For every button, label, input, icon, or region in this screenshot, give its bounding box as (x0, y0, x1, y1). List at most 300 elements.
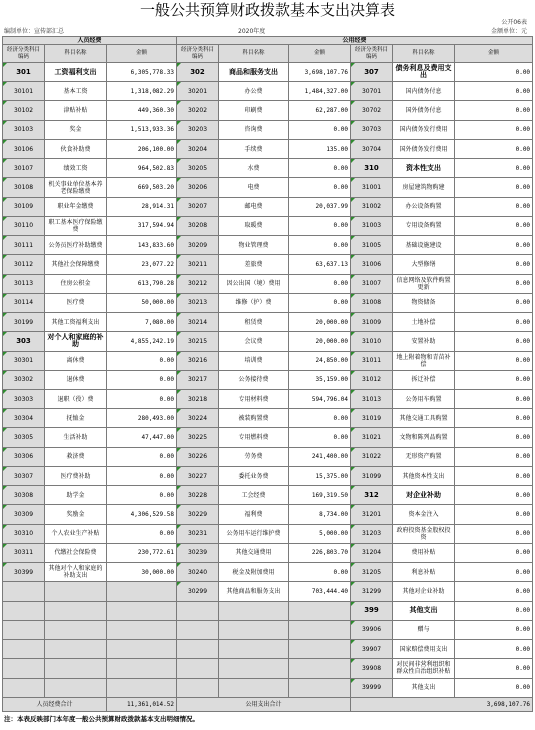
name-cell: 办公设备购置 (393, 197, 455, 216)
name-cell: 物业管理费 (219, 236, 289, 255)
name-cell (219, 640, 289, 659)
amount-cell: 0.00 (107, 370, 177, 389)
code-cell: 30702 (351, 101, 393, 120)
code-cell: 30299 (177, 582, 219, 601)
amount-cell: 0.00 (289, 274, 351, 293)
amount-cell: 0.00 (455, 351, 533, 370)
amount-cell (107, 582, 177, 601)
name-cell: 职业年金缴费 (45, 197, 107, 216)
code-cell: 30225 (177, 428, 219, 447)
code-cell: 30310 (3, 524, 45, 543)
code-cell (3, 620, 45, 639)
code-cell: 30309 (3, 505, 45, 524)
code-cell: 30202 (177, 101, 219, 120)
code-cell: 31001 (351, 178, 393, 197)
name-cell: 费用补贴 (393, 543, 455, 562)
name-cell: 土地补偿 (393, 313, 455, 332)
name-cell: 机关事业单位基本养老保险缴费 (45, 178, 107, 197)
code-cell: 30213 (177, 293, 219, 312)
code-cell: 31002 (351, 197, 393, 216)
name-cell: 赠与 (393, 620, 455, 639)
amount-cell: 206,100.00 (107, 139, 177, 158)
code-cell: 30226 (177, 447, 219, 466)
table-row (3, 82, 533, 101)
name-cell: 离休费 (45, 351, 107, 370)
code-cell: 31009 (351, 313, 393, 332)
code-cell (3, 659, 45, 678)
name-cell (219, 620, 289, 639)
table-row (3, 370, 533, 389)
code-cell: 312 (351, 486, 393, 505)
table-row (3, 255, 533, 274)
table-row (3, 293, 533, 312)
code-cell: 30306 (3, 447, 45, 466)
amount-cell: 613,790.28 (107, 274, 177, 293)
code-cell: 30203 (177, 120, 219, 139)
code-cell: 30231 (177, 524, 219, 543)
code-cell: 30239 (177, 543, 219, 562)
table-row (3, 620, 533, 639)
name-cell: 国外债务付息 (393, 101, 455, 120)
table-row (3, 63, 533, 82)
name-cell: 医疗费补助 (45, 466, 107, 485)
code-cell: 30209 (177, 236, 219, 255)
table-row (3, 332, 533, 351)
code-cell: 30102 (3, 101, 45, 120)
name-cell: 工资福利支出 (45, 63, 107, 82)
table-row (3, 274, 533, 293)
code-cell: 30212 (177, 274, 219, 293)
amount-cell: 226,803.70 (289, 543, 351, 562)
name-cell: 医疗费 (45, 293, 107, 312)
code-cell: 30228 (177, 486, 219, 505)
code-cell: 39907 (351, 640, 393, 659)
name-cell: 培训费 (219, 351, 289, 370)
code-cell: 30399 (3, 563, 45, 582)
name-cell: 国内债务发行费用 (393, 120, 455, 139)
col-header-name: 科目名称 (45, 45, 107, 63)
amount-cell: 594,796.04 (289, 389, 351, 408)
name-cell: 利息补贴 (393, 563, 455, 582)
name-cell: 工会经费 (219, 486, 289, 505)
amount-cell: 0.00 (455, 274, 533, 293)
code-cell (177, 620, 219, 639)
amount-cell: 0.00 (455, 524, 533, 543)
amount-cell: 0.00 (455, 447, 533, 466)
code-cell (3, 640, 45, 659)
amount-cell (289, 678, 351, 698)
amount-cell (107, 601, 177, 620)
amount-cell: 0.00 (455, 178, 533, 197)
code-cell: 31008 (351, 293, 393, 312)
name-cell: 劳务费 (219, 447, 289, 466)
name-cell: 其他对个人和家庭的补助支出 (45, 563, 107, 582)
code-cell: 31201 (351, 505, 393, 524)
code-cell: 30229 (177, 505, 219, 524)
amount-cell: 30,000.00 (107, 563, 177, 582)
name-cell: 委托业务费 (219, 466, 289, 485)
name-cell: 其他支出 (393, 601, 455, 620)
name-cell: 职工基本医疗保险缴费 (45, 216, 107, 235)
name-cell (45, 640, 107, 659)
code-cell: 31204 (351, 543, 393, 562)
code-cell: 31003 (351, 216, 393, 235)
name-cell: 对民间非营利组织和群众性自治组织补贴 (393, 659, 455, 678)
amount-cell: 0.00 (289, 216, 351, 235)
code-cell: 31010 (351, 332, 393, 351)
amount-cell: 0.00 (107, 447, 177, 466)
code-cell: 30207 (177, 197, 219, 216)
amount-cell: 0.00 (455, 82, 533, 101)
code-cell: 31022 (351, 447, 393, 466)
amount-cell: 0.00 (455, 139, 533, 158)
name-cell: 被装购置费 (219, 409, 289, 428)
amount-cell: 23,077.22 (107, 255, 177, 274)
amount-cell: 5,000.00 (289, 524, 351, 543)
name-cell: 退职（役）费 (45, 389, 107, 408)
amount-cell: 0.00 (107, 351, 177, 370)
table-row (3, 601, 533, 620)
code-cell: 399 (351, 601, 393, 620)
amount-cell: 35,159.00 (289, 370, 351, 389)
name-cell (45, 620, 107, 639)
amount-cell: 63,637.13 (289, 255, 351, 274)
name-cell: 文物和陈列品购置 (393, 428, 455, 447)
code-cell: 30303 (3, 389, 45, 408)
amount-cell: 7,080.00 (107, 313, 177, 332)
name-cell: 伙食补助费 (45, 139, 107, 158)
amount-cell: 1,513,933.36 (107, 120, 177, 139)
col-header-code: 经济分类科目编码 (177, 45, 219, 63)
table-row (3, 524, 533, 543)
name-cell: 其他社会保障缴费 (45, 255, 107, 274)
name-cell: 地上附着物和青苗补偿 (393, 351, 455, 370)
code-cell: 30112 (3, 255, 45, 274)
table-row (3, 678, 533, 698)
name-cell: 福利费 (219, 505, 289, 524)
amount-cell: 0.00 (455, 293, 533, 312)
name-cell: 邮电费 (219, 197, 289, 216)
code-cell: 31203 (351, 524, 393, 543)
code-cell: 31011 (351, 351, 393, 370)
name-cell: 大型修缮 (393, 255, 455, 274)
code-cell: 30227 (177, 466, 219, 485)
public-total-label: 公用支出合计 (177, 698, 351, 712)
amount-cell: 0.00 (455, 159, 533, 178)
table-row (3, 582, 533, 601)
amount-cell (107, 640, 177, 659)
name-cell: 公务用车购置 (393, 389, 455, 408)
name-cell: 咨询费 (219, 120, 289, 139)
amount-cell: 0.00 (455, 640, 533, 659)
name-cell: 维修（护）费 (219, 293, 289, 312)
code-cell: 31007 (351, 274, 393, 293)
name-cell: 国内债务付息 (393, 82, 455, 101)
amount-cell: 1,318,082.29 (107, 82, 177, 101)
public-total-value: 3,698,107.76 (351, 698, 533, 712)
name-cell: 拆迁补偿 (393, 370, 455, 389)
code-cell: 31299 (351, 582, 393, 601)
col-header-amount: 金额 (289, 45, 351, 63)
name-cell (219, 601, 289, 620)
name-cell: 公务接待费 (219, 370, 289, 389)
amount-cell: 0.00 (455, 120, 533, 139)
code-cell: 30302 (3, 370, 45, 389)
code-cell: 30110 (3, 216, 45, 235)
col-header-name: 科目名称 (219, 45, 289, 63)
name-cell: 奖金 (45, 120, 107, 139)
code-cell: 30240 (177, 563, 219, 582)
name-cell (45, 601, 107, 620)
code-cell: 30113 (3, 274, 45, 293)
name-cell: 救济费 (45, 447, 107, 466)
table-note: 注：本表反映部门本年度一般公共预算财政拨款基本支出明细情况。 (4, 715, 199, 723)
code-cell: 30201 (177, 82, 219, 101)
amount-cell: 0.00 (455, 466, 533, 485)
amount-cell: 3,698,107.76 (289, 63, 351, 82)
code-cell: 30703 (351, 120, 393, 139)
code-cell: 30111 (3, 236, 45, 255)
table-row (3, 505, 533, 524)
code-cell: 30301 (3, 351, 45, 370)
name-cell: 其他交通工具购置 (393, 409, 455, 428)
amount-cell: 28,914.31 (107, 197, 177, 216)
code-cell: 30704 (351, 139, 393, 158)
table-row (3, 409, 533, 428)
amount-cell: 0.00 (107, 466, 177, 485)
code-cell: 30218 (177, 389, 219, 408)
amount-cell: 135.00 (289, 139, 351, 158)
code-cell: 30114 (3, 293, 45, 312)
name-cell: 基本工资 (45, 82, 107, 101)
name-cell: 生活补助 (45, 428, 107, 447)
amount-cell: 0.00 (289, 428, 351, 447)
amount-cell: 0.00 (455, 197, 533, 216)
code-cell (177, 659, 219, 678)
amount-cell: 703,444.40 (289, 582, 351, 601)
amount-cell: 169,319.50 (289, 486, 351, 505)
name-cell: 债务利息及费用支出 (393, 63, 455, 82)
table-row (3, 389, 533, 408)
code-cell: 30701 (351, 82, 393, 101)
code-cell: 30224 (177, 409, 219, 428)
code-cell: 30205 (177, 159, 219, 178)
table-row (3, 351, 533, 370)
amount-cell: 0.00 (455, 389, 533, 408)
amount-cell: 20,000.00 (289, 313, 351, 332)
amount-cell (289, 620, 351, 639)
table-row (3, 659, 533, 678)
code-cell: 31021 (351, 428, 393, 447)
name-cell: 代缴社会保险费 (45, 543, 107, 562)
table-row (3, 139, 533, 158)
name-cell: 国家赔偿费用支出 (393, 640, 455, 659)
code-cell: 30307 (3, 466, 45, 485)
personnel-total-label: 人员经费合计 (3, 698, 107, 712)
amount-cell: 0.00 (289, 409, 351, 428)
name-cell: 信息网络及软件购置更新 (393, 274, 455, 293)
amount-cell (289, 601, 351, 620)
code-cell: 307 (351, 63, 393, 82)
name-cell: 会议费 (219, 332, 289, 351)
amount-cell: 0.00 (455, 486, 533, 505)
report-title: 一般公共预算财政拨款基本支出决算表 (139, 1, 395, 19)
amount-cell: 0.00 (107, 524, 177, 543)
table-row (3, 640, 533, 659)
name-cell: 其他交通费用 (219, 543, 289, 562)
amount-cell (107, 620, 177, 639)
table-row (3, 543, 533, 562)
code-cell (3, 582, 45, 601)
name-cell: 印刷费 (219, 101, 289, 120)
name-cell: 其他商品和服务支出 (219, 582, 289, 601)
amount-cell (107, 659, 177, 678)
name-cell: 绩效工资 (45, 159, 107, 178)
code-cell: 30311 (3, 543, 45, 562)
amount-cell: 280,493.00 (107, 409, 177, 428)
amount-cell: 0.00 (107, 486, 177, 505)
amount-cell: 24,850.00 (289, 351, 351, 370)
name-cell (219, 678, 289, 698)
name-cell: 无形资产购置 (393, 447, 455, 466)
column-header-row (3, 45, 533, 63)
name-cell: 国外债务发行费用 (393, 139, 455, 158)
amount-cell: 0.00 (455, 563, 533, 582)
code-cell: 31205 (351, 563, 393, 582)
code-cell: 30215 (177, 332, 219, 351)
amount-cell: 0.00 (455, 543, 533, 562)
table-row (3, 159, 533, 178)
amount-cell: 0.00 (455, 505, 533, 524)
code-cell: 31013 (351, 389, 393, 408)
name-cell: 其他对企业补助 (393, 582, 455, 601)
table-row (3, 466, 533, 485)
name-cell: 因公出国（境）费用 (219, 274, 289, 293)
code-cell: 39908 (351, 659, 393, 678)
table-row (3, 313, 533, 332)
amount-cell: 0.00 (455, 255, 533, 274)
code-cell: 30204 (177, 139, 219, 158)
amount-cell: 0.00 (455, 313, 533, 332)
name-cell: 其他工资福利支出 (45, 313, 107, 332)
name-cell: 其他支出 (393, 678, 455, 698)
table-row (3, 486, 533, 505)
code-cell: 30206 (177, 178, 219, 197)
amount-cell: 669,503.20 (107, 178, 177, 197)
code-cell: 30101 (3, 82, 45, 101)
amount-cell: 0.00 (289, 563, 351, 582)
name-cell: 住房公积金 (45, 274, 107, 293)
amount-cell: 47,447.00 (107, 428, 177, 447)
name-cell: 差旅费 (219, 255, 289, 274)
code-cell: 39999 (351, 678, 393, 698)
code-cell: 30107 (3, 159, 45, 178)
amount-cell: 0.00 (455, 216, 533, 235)
name-cell: 公务用车运行维护费 (219, 524, 289, 543)
name-cell: 抚恤金 (45, 409, 107, 428)
table-row (3, 236, 533, 255)
name-cell: 资本性支出 (393, 159, 455, 178)
amount-cell: 0.00 (289, 159, 351, 178)
name-cell: 租赁费 (219, 313, 289, 332)
name-cell: 退休费 (45, 370, 107, 389)
code-cell: 31019 (351, 409, 393, 428)
code-cell: 30106 (3, 139, 45, 158)
form-id: 公开06表 (501, 19, 527, 26)
unit-left: 编制单位：宣传部汇总 (4, 28, 65, 35)
col-header-code: 经济分类科目编码 (3, 45, 45, 63)
name-cell: 专用燃料费 (219, 428, 289, 447)
personnel-total-value: 11,361,014.52 (107, 698, 177, 712)
amount-cell: 4,306,529.58 (107, 505, 177, 524)
table-row (3, 428, 533, 447)
table-row (3, 563, 533, 582)
col-header-amount: 金额 (455, 45, 533, 63)
col-header-amount: 金额 (107, 45, 177, 63)
amount-cell: 0.00 (455, 370, 533, 389)
code-cell: 301 (3, 63, 45, 82)
name-cell: 政府投资基金股权投资 (393, 524, 455, 543)
amount-cell: 0.00 (455, 659, 533, 678)
name-cell (219, 659, 289, 678)
amount-cell: 20,000.00 (289, 332, 351, 351)
code-cell: 30217 (177, 370, 219, 389)
name-cell: 专用材料费 (219, 389, 289, 408)
name-cell: 个人农业生产补贴 (45, 524, 107, 543)
amount-cell: 449,360.30 (107, 101, 177, 120)
personnel-section-header: 人员经费 (3, 37, 177, 45)
totals-row (3, 698, 533, 712)
amount-cell: 20,037.99 (289, 197, 351, 216)
amount-cell: 317,594.94 (107, 216, 177, 235)
name-cell: 对个人和家庭的补助 (45, 332, 107, 351)
table-row (3, 120, 533, 139)
table-row (3, 197, 533, 216)
name-cell (45, 659, 107, 678)
code-cell: 30103 (3, 120, 45, 139)
amount-cell: 0.00 (289, 120, 351, 139)
amount-cell (107, 678, 177, 698)
amount-cell: 1,484,327.00 (289, 82, 351, 101)
name-cell: 电费 (219, 178, 289, 197)
code-cell (3, 601, 45, 620)
table-row (3, 178, 533, 197)
amount-cell: 0.00 (455, 101, 533, 120)
code-cell: 31006 (351, 255, 393, 274)
expenditure-table (2, 36, 533, 712)
code-cell: 30109 (3, 197, 45, 216)
amount-cell: 143,833.60 (107, 236, 177, 255)
unit-right: 金额单位：元 (490, 28, 527, 35)
amount-cell: 964,502.83 (107, 159, 177, 178)
amount-cell: 0.00 (455, 582, 533, 601)
col-header-code: 经济分类科目编码 (351, 45, 393, 63)
code-cell: 30108 (3, 178, 45, 197)
amount-cell: 0.00 (289, 236, 351, 255)
name-cell (45, 582, 107, 601)
code-cell: 30211 (177, 255, 219, 274)
name-cell: 取暖费 (219, 216, 289, 235)
amount-cell: 0.00 (289, 293, 351, 312)
code-cell: 30304 (3, 409, 45, 428)
name-cell: 房屋建筑物购建 (393, 178, 455, 197)
amount-cell: 0.00 (107, 389, 177, 408)
amount-cell (289, 659, 351, 678)
amount-cell: 0.00 (455, 236, 533, 255)
code-cell (177, 678, 219, 698)
table-row (3, 447, 533, 466)
code-cell (3, 678, 45, 698)
